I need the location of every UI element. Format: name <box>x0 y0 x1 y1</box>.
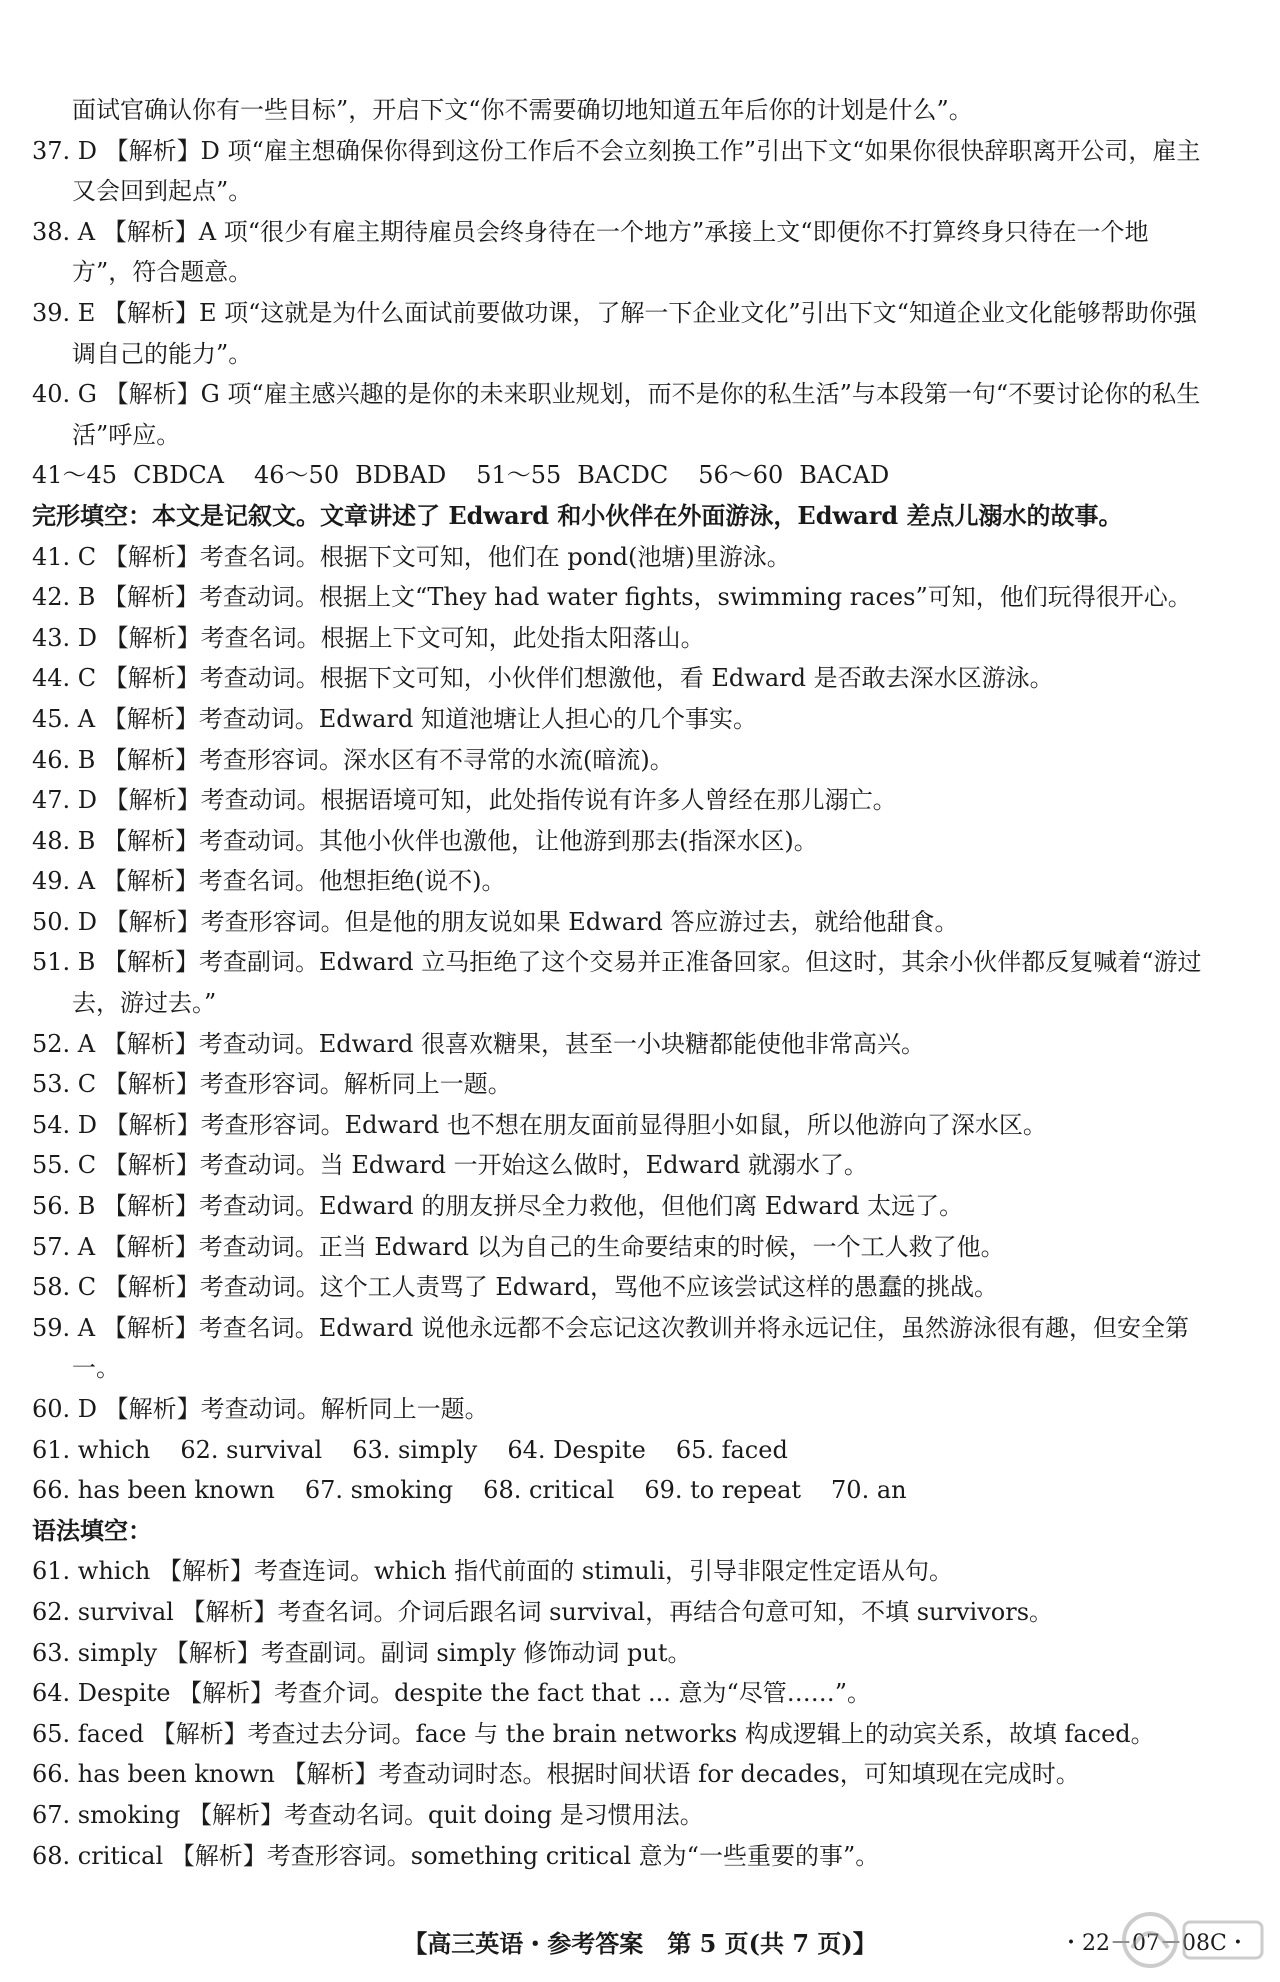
answers-61-70-row <box>32 1470 1247 1511</box>
page-footer <box>0 1926 1280 1962</box>
answer-letters: BACDC <box>577 461 669 490</box>
answers-61-70-row <box>32 1430 1247 1471</box>
grammar-explanation: 64. Despite 【解析】考查介词。despite the fact that ... 意为“尽管……”。 <box>32 1679 872 1708</box>
cloze-explanation: 55. C 【解析】考查动词。当 Edward 一开始这么做时，Edward 就溺水了。 <box>32 1151 868 1180</box>
cloze-explanation-cont: 去，游过去。” <box>72 989 217 1018</box>
reading-answer-line: 40. G 【解析】G 项“雇主感兴趣的是你的未来职业规划，而不是你的私生活”与本段第一句“不要讨论你的私生 <box>32 380 1201 409</box>
grammar-heading: 语法填空： <box>32 1515 152 1545</box>
cloze-explanation: 56. B 【解析】考查动词。Edward 的朋友拼尽全力救他，但他们离 Edward 太远了。 <box>32 1192 964 1221</box>
answer-letters: CBDCA <box>133 461 225 490</box>
cloze-explanation: 59. A 【解析】考查名词。Edward 说他永远都不会忘记这次教训并将永远记住，虽然游泳很有趣，但安全第 <box>32 1313 1189 1342</box>
grammar-explanation: 65. faced 【解析】考查过去分词。face 与 the brain networks 构成逻辑上的动宾关系，故填 faced。 <box>32 1719 1155 1748</box>
answer-content <box>32 90 1247 1876</box>
cloze-explanation: 48. B 【解析】考查动词。其他小伙伴也激他，让他游到那去(指深水区)。 <box>32 826 818 855</box>
cloze-explanation: 45. A 【解析】考查动词。Edward 知道池塘让人担心的几个事实。 <box>32 704 757 733</box>
reading-answer-line: 38. A 【解析】A 项“很少有雇主期待雇员会终身待在一个地方”承接上文“即便你不打算终身只待在一个地 <box>32 217 1149 246</box>
cloze-explanation: 52. A 【解析】考查动词。Edward 很喜欢糖果，甚至一小块糖都能使他非常高兴。 <box>32 1029 925 1058</box>
cloze-explanation-cont: 一。 <box>72 1354 120 1383</box>
reading-answer-line: 方”，符合题意。 <box>72 258 253 287</box>
reading-answer-line: 39. E 【解析】E 项“这就是为什么面试前要做功课，了解一下企业文化”引出下文“知道企业文化能够帮助你强 <box>32 298 1197 327</box>
cloze-explanation: 46. B 【解析】考查形容词。深水区有不寻常的水流(暗流)。 <box>32 745 674 774</box>
short-answer: 65. faced <box>675 1435 788 1464</box>
answer-range: 46～50 <box>254 461 340 490</box>
answer-letters: BACAD <box>799 461 890 490</box>
grammar-explanation: 67. smoking 【解析】考查动名词。quit doing 是习惯用法。 <box>32 1800 704 1829</box>
reading-answer-line: 又会回到起点”。 <box>72 177 253 206</box>
grammar-explanation: 63. simply 【解析】考查副词。副词 simply 修饰动词 put。 <box>32 1638 692 1667</box>
answers-41-60-row <box>32 455 1247 496</box>
footer-title: 【高三英语・参考答案 第 5 页(共 7 页)】 <box>403 1929 877 1958</box>
grammar-explanation: 66. has been known 【解析】考查动词时态。根据时间状语 for decades，可知填现在完成时。 <box>32 1760 1080 1789</box>
cloze-explanation: 60. D 【解析】考查动词。解析同上一题。 <box>32 1395 489 1423</box>
grammar-explanation: 62. survival 【解析】考查名词。介词后跟名词 survival，再结合句意可知，不填 survivors。 <box>32 1597 1054 1626</box>
answer-range: 56～60 <box>698 461 784 490</box>
reading-answer-line: 活”呼应。 <box>72 420 181 449</box>
cloze-explanation: 58. C 【解析】考查动词。这个工人责骂了 Edward，骂他不应该尝试这样的愚蠢的挑战。 <box>32 1273 998 1302</box>
cloze-explanation: 41. C 【解析】考查名词。根据下文可知，他们在 pond(池塘)里游泳。 <box>32 542 791 571</box>
short-answer: 66. has been known <box>32 1476 275 1505</box>
cloze-explanation: 50. D 【解析】考查形容词。但是他的朋友说如果 Edward 答应游过去，就给他甜食。 <box>32 907 959 936</box>
cloze-explanation: 44. C 【解析】考查动词。根据下文可知，小伙伴们想激他，看 Edward 是否敢去深水区游泳。 <box>32 664 1054 693</box>
reading-answer-line: 面试官确认你有一些目标”，开启下文“你不需要确切地知道五年后你的计划是什么”。 <box>72 96 973 124</box>
reading-answer-line: 37. D 【解析】D 项“雇主想确保你得到这份工作后不会立刻换工作”引出下文“如果你很快辞职离开公司，雇主 <box>32 136 1201 165</box>
answer-range: 41～45 <box>32 461 118 490</box>
answer-range: 51～55 <box>476 461 562 490</box>
watermark-logo-icon <box>1110 1908 1270 1982</box>
short-answer: 70. an <box>831 1476 907 1505</box>
answer-letters: BDBAD <box>355 461 447 490</box>
short-answer: 63. simply <box>352 1435 478 1464</box>
cloze-explanation: 53. C 【解析】考查形容词。解析同上一题。 <box>32 1070 512 1099</box>
short-answer: 64. Despite <box>507 1435 646 1464</box>
footer-code: ・22－07－08C・ <box>1060 1931 1249 1956</box>
short-answer: 69. to repeat <box>644 1476 802 1505</box>
cloze-explanation: 42. B 【解析】考查动词。根据上文“They had water fights，swimming races”可知，他们玩得很开心。 <box>32 583 1192 612</box>
short-answer: 62. survival <box>180 1435 323 1464</box>
cloze-explanation: 47. D 【解析】考查动词。根据语境可知，此处指传说有许多人曾经在那儿溺亡。 <box>32 786 897 815</box>
cloze-explanation: 57. A 【解析】考查动词。正当 Edward 以为自己的生命要结束的时候，一个工人救了他。 <box>32 1232 1005 1261</box>
short-answer: 68. critical <box>483 1476 615 1505</box>
grammar-explanation: 68. critical 【解析】考查形容词。something critical 意为“一些重要的事”。 <box>32 1841 880 1870</box>
grammar-explanation: 61. which 【解析】考查连词。which 指代前面的 stimuli，引导非限定性定语从句。 <box>32 1557 954 1586</box>
short-answer: 61. which <box>32 1435 151 1464</box>
cloze-explanation: 54. D 【解析】考查形容词。Edward 也不想在朋友面前显得胆小如鼠，所以他游向了深水区。 <box>32 1110 1047 1139</box>
cloze-explanation: 49. A 【解析】考查名词。他想拒绝(说不)。 <box>32 867 506 896</box>
cloze-heading: 完形填空：本文是记叙文。文章讲述了 Edward 和小伙伴在外面游泳，Edward 差点儿溺水的故事。 <box>32 500 1123 530</box>
cloze-explanation: 51. B 【解析】考查副词。Edward 立马拒绝了这个交易并正准备回家。但这时，其余小伙伴都反复喊着“游过 <box>32 948 1202 977</box>
cloze-explanation: 43. D 【解析】考查名词。根据上下文可知，此处指太阳落山。 <box>32 623 705 652</box>
reading-answer-line: 调自己的能力”。 <box>72 339 253 368</box>
short-answer: 67. smoking <box>304 1476 454 1505</box>
